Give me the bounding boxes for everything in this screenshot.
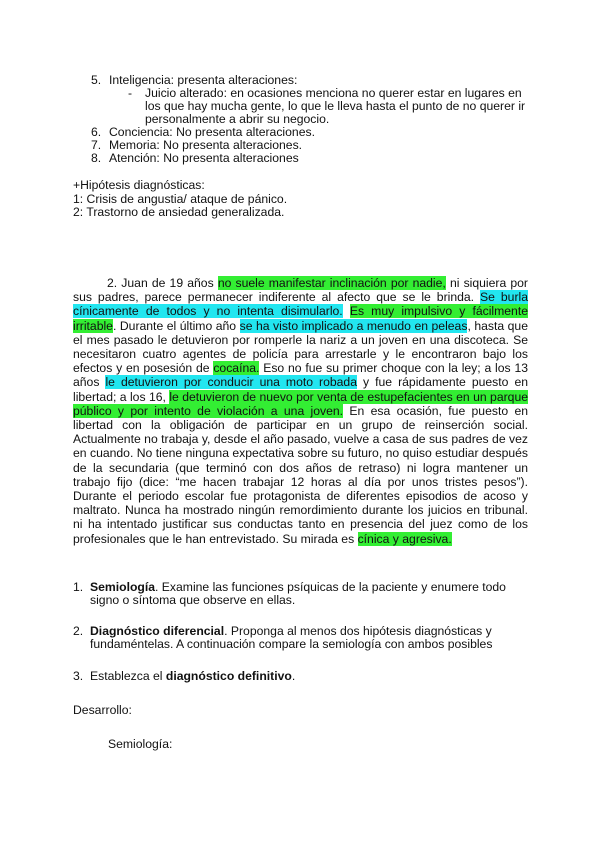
exam-item-text: Conciencia: No presenta alteraciones. <box>109 125 315 139</box>
question-number: 2. <box>73 624 84 638</box>
case-text: Eso no fue su primer choque con la ley; a los 13 años <box>73 361 528 390</box>
highlight-cyan: Se burla cínicamente de todos y no intenta disimularlo. <box>73 290 528 319</box>
question-number: 3. <box>73 669 84 683</box>
question-text: . Proponga al menos dos hipótesis diagnósticas y <box>224 624 492 638</box>
sub-bullet-line: personalmente a abrir su negocio. <box>145 112 330 126</box>
dash-bullet: - <box>128 86 133 100</box>
case-text: ni siquiera por sus padres, parece permanecer indiferente al afecto que se le brinda. <box>73 276 528 305</box>
exam-item-text: Memoria: No presenta alteraciones. <box>109 138 303 152</box>
case-text: , hasta que el mes pasado le detuvieron por romperle la nariz a un joven en una discoteca. Se necesitaron cuatro agentes de policía para arrestarle y le encontraron bajo los efectos y en posesión de <box>73 318 528 376</box>
question-bold: Semiología <box>90 580 156 594</box>
question-text: Establezca el <box>90 669 166 683</box>
highlight-cyan: le detuvieron por conducir una moto robada <box>105 375 357 390</box>
hypothesis-item: 1: Crisis de angustia/ ataque de pánico. <box>73 192 288 206</box>
exam-item-number: 5. <box>91 73 102 87</box>
development-heading: Desarrollo: <box>73 703 132 717</box>
exam-item-text: Inteligencia: presenta alteraciones: <box>109 73 298 87</box>
case-paragraph <box>73 276 528 546</box>
sub-bullet-line: Juicio alterado: en ocasiones menciona no querer estar en lugares en <box>145 86 522 100</box>
hypothesis-item: 2: Trastorno de ansiedad generalizada. <box>73 205 285 219</box>
highlight-green: no suele manifestar inclinación por nadie, <box>217 276 446 290</box>
question-line2: fundaméntelas. A continuación compare la semiología con ambos posibles <box>90 637 493 651</box>
question-line <box>90 669 295 683</box>
case-text: En esa ocasión, fue puesto en libertad con la obligación de participar en un grupo de reinserción social. Actualmente no trabaja y, desde el año pasado, vuelve a casa de sus padres de vez en cuando. No tiene ninguna expectativa sobre su futuro, no quiso estudiar después de la secundaria (que terminó con dos años de retraso) ni logra mantener un trabajo fijo (dice: “me hacen trabajar 12 horas al día por unos tristes pesos”). Durante el periodo escolar fue protagonista de diferentes episodios de acoso y maltrato. Nunca ha mostrado ningún remordimiento durante los juicios en tribunal. ni ha intentado justificar sus conductas tanto en presencia del juez como de los profesionales que le han entrevistado. Su mirada es <box>73 403 528 546</box>
sub-bullet-line: los que hay mucha gente, lo que le lleva hasta el punto de no querer ir <box>145 99 526 113</box>
question-number: 1. <box>73 580 84 594</box>
case-text: 2. Juan de 19 años <box>107 276 218 290</box>
highlight-green: cocaína. <box>213 361 260 376</box>
question-text: . Examine las funciones psíquicas de la paciente y enumere todo <box>155 580 506 594</box>
development-subheading: Semiología: <box>108 737 173 751</box>
hypotheses-heading: +Hipótesis diagnósticas: <box>73 178 205 192</box>
question-line2: signo o síntoma que observe en ellas. <box>90 593 296 607</box>
exam-item-text: Atención: No presenta alteraciones <box>109 151 299 165</box>
case-text <box>343 304 350 318</box>
question-bold: Diagnóstico diferencial <box>90 624 225 638</box>
case-text: y fue rápidamente puesto en libertad; a los 16, <box>73 375 528 404</box>
question-bold: diagnóstico definitivo <box>165 669 292 683</box>
exam-item-number: 6. <box>91 125 102 139</box>
case-text: . Durante el último año <box>112 318 240 333</box>
highlight-green: le detuvieron de nuevo por venta de estupefacientes en un parque público y por intento de violación a una joven. <box>73 389 529 418</box>
highlight-green: Es muy impulsivo y fácilmente irritable <box>73 304 528 333</box>
exam-item-number: 8. <box>91 151 102 165</box>
question-text: . <box>291 669 296 683</box>
exam-item-number: 7. <box>91 138 102 152</box>
highlight-cyan: se ha visto implicado a menudo en peleas <box>239 318 468 333</box>
highlight-green: cínica y agresiva. <box>357 531 452 546</box>
